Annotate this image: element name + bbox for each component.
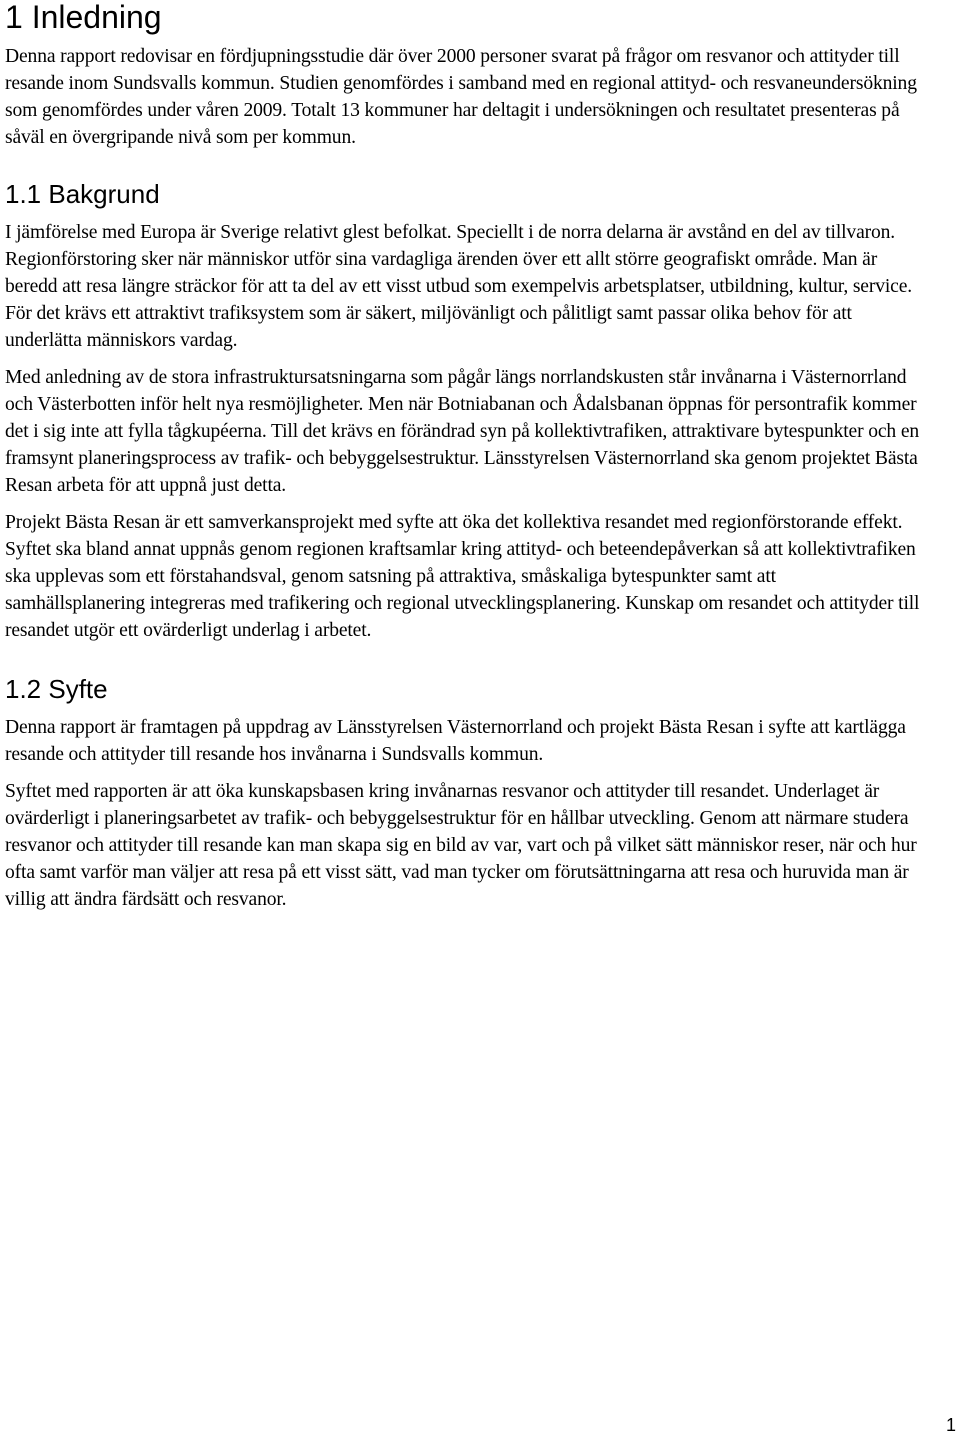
bakgrund-paragraph: Med anledning av de stora infrastruktursatsningarna som pågår längs norrlandskusten står invånarna i Västernorrland och Västerbotten inför helt nya resmöjligheter. Men när Botniabanan och Ådalsbanan öppnas för persontrafik kommer det i sig inte att fylla tågkupéerna. Till det krävs en förändrad syn på kollektivtrafiken, attraktivare bytespunkter och en framsynt planeringsprocess av trafik- och bebyggelsestruktur. Länsstyrelsen Västernorrland ska genom projektet Bästa Resan arbeta för att uppnå just detta. [5,367,920,496]
bakgrund-paragraph: Projekt Bästa Resan är ett samverkansprojekt med syfte att öka det kollektiva resandet med regionförstorande effekt. Syftet ska bland annat uppnås genom regionen kraftsamlar kring attityd- och beteendepåverkan så att kollektivtrafiken ska upplevas som ett förstahandsval, genom satsning på attraktiva, småskaliga bytespunkter samt att samhällsplanering integreras med trafikering och regional utvecklingsplanering. Kunskap om resandet och attityder till resandet utgör ett ovärderligt underlag i arbetet. [5,512,920,641]
section-heading-syfte: 1.2 Syfte [5,674,108,704]
section-heading-bakgrund: 1.1 Bakgrund [5,179,160,209]
document-page [5,0,920,923]
syfte-paragraph: Syftet med rapporten är att öka kunskapsbasen kring invånarnas resvanor och attityder till resandet. Underlaget är ovärderligt i planeringsarbetet av trafik- och bebyggelsestruktur för en hållbar utveckling. Genom att närmare studera resvanor och attityder till resande kan man skapa sig en bild av var, vart och på vilket sätt människor reser, när och hur ofta samt varför man väljer att resa på ett visst sätt, vad man tycker om förutsättningarna att resa och huruvida man är villig att ändra färdsätt och resvanor. [5,781,917,910]
chapter-heading: 1 Inledning [5,0,162,35]
page-number: 1 [945,1415,956,1435]
bakgrund-paragraph: I jämförelse med Europa är Sverige relativt glest befolkat. Speciellt i de norra delarna är avstånd en del av tillvaron. Regionförstoring sker när människor utför sina vardagliga ärenden över ett allt större geografiskt område. Man är beredd att resa längre sträckor för att ta del av ett visst utbud som exempelvis arbetsplatser, utbildning, kultur, service. För det krävs ett attraktivt trafiksystem som är säkert, miljövänligt och pålitligt samt passar olika behov för att underlätta människors vardag. [5,222,912,351]
syfte-paragraph: Denna rapport är framtagen på uppdrag av Länsstyrelsen Västernorrland och projekt Bästa Resan i syfte att kartlägga resande och attityder till resande hos invånarna i Sundsvalls kommun. [5,717,906,765]
intro-paragraph: Denna rapport redovisar en fördjupningsstudie där över 2000 personer svarat på frågor om resvanor och attityder till resande inom Sundsvalls kommun. Studien genomfördes i samband med en regional attityd- och resvaneundersökning som genomfördes under våren 2009. Totalt 13 kommuner har deltagit i undersökningen och resultatet presenteras på såväl en övergripande nivå som per kommun. [5,46,917,148]
